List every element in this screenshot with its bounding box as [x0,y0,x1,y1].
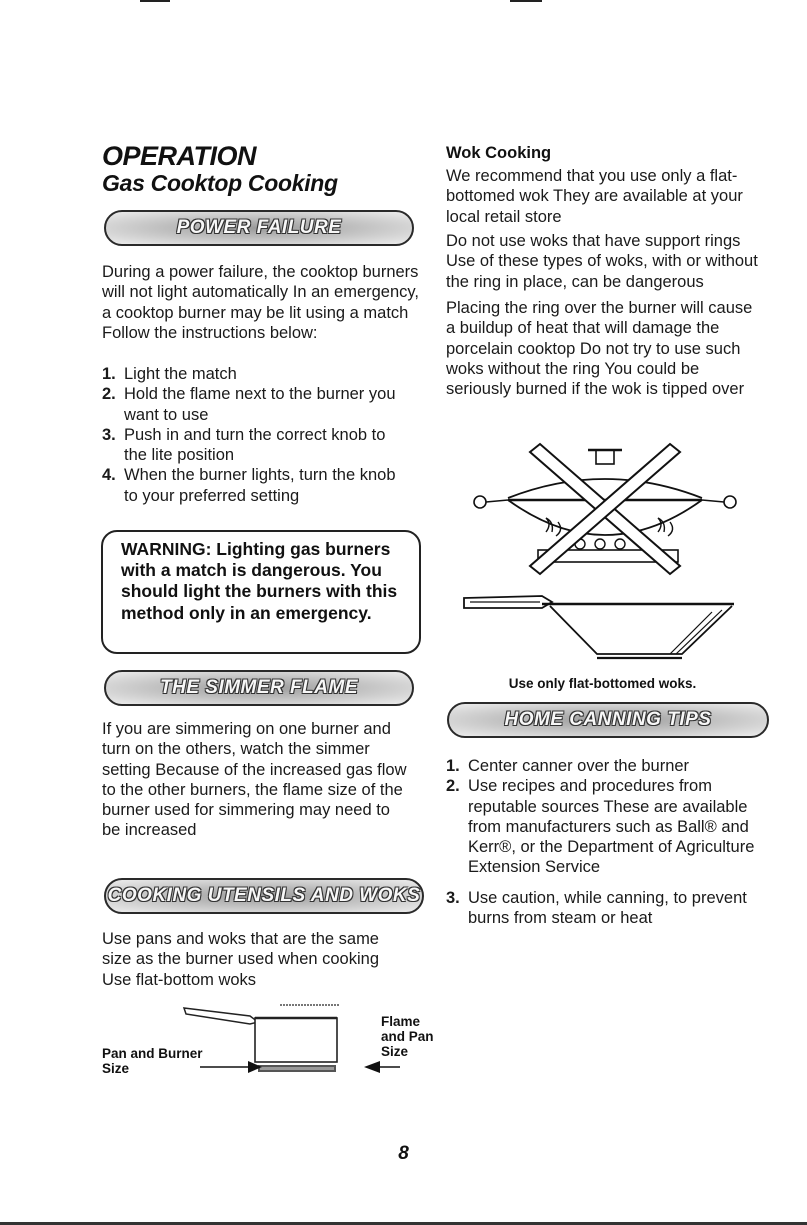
power-failure-banner [104,210,414,246]
canning-step [446,776,766,877]
power-failure-step [102,465,412,506]
page-title: OPERATION [102,141,257,171]
step-text: Use caution, while canning, to prevent burns from steam or heat [468,888,747,928]
canning-step [446,756,766,776]
page-number: 8 [398,1143,409,1164]
step-number: 4. [102,466,116,485]
wok-paragraph-1: We recommend that you use only a flat-bottomed wok They are available at your local retail store [446,167,743,226]
power-failure-step [102,425,412,466]
step-text: Push in and turn the correct knob to the lite position [124,425,386,465]
pan-burner-size-label: Pan and Burner Size [102,1046,203,1076]
wok-caption: Use only flat-bottomed woks. [508,676,697,691]
wok-with-ring-crossed-illustration [468,440,743,580]
step-number: 3. [102,425,116,444]
warning-box: WARNING: Lighting gas burners with a match is dangerous. You should light the burners with this method only in an emergency. [101,530,421,654]
canning-step [446,888,766,929]
simmer-flame-banner [104,670,414,706]
cooking-utensils-banner [104,878,424,914]
cooking-utensils-banner-label: COOKING UTENSILS AND WOKS [107,885,421,906]
step-text: Use recipes and procedures from reputable sources These are available from manufacturers such as Ball® and Kerr®, or the Department of Agriculture Extension Service [468,777,755,877]
step-text: Hold the flame next to the burner you want to use [124,385,396,424]
scan-mark-right [510,0,542,2]
step-text: Center canner over the burner [468,757,690,775]
simmer-flame-text: If you are simmering on one burner and turn on the others, watch the simmer setting Because of the increased gas flow to the other burners, the flame size of the burner used for simmering may need to be increased [102,720,407,840]
scan-mark-left [140,0,170,2]
home-canning-steps [446,756,766,928]
step-number: 3. [446,888,460,907]
flat-bottom-wok-illustration [462,588,742,666]
step-number: 2. [102,385,116,404]
home-canning-banner [447,702,769,738]
power-failure-step [102,364,412,384]
wok-cooking-title: Wok Cooking [446,144,552,162]
flame-pan-size-label: Flame and Pan Size [381,1014,434,1059]
step-number: 1. [446,757,460,775]
home-canning-banner-label: HOME CANNING TIPS [504,709,712,730]
power-failure-banner-label: POWER FAILURE [176,217,342,238]
step-text: Light the match [124,365,237,383]
power-failure-step [102,384,412,425]
wok-paragraph-2: Do not use woks that have support rings Use of these types of woks, with or without the ring in place, can be dangerous [446,232,758,291]
page-subtitle: Gas Cooktop Cooking [102,170,338,196]
simmer-flame-banner-label: THE SIMMER FLAME [160,677,358,698]
cooking-utensils-text: Use pans and woks that are the same size as the burner used when cooking Use flat-bottom woks [102,930,380,989]
step-number: 1. [102,365,116,383]
power-failure-intro: During a power failure, the cooktop burners will not light automatically In an emergency, a cooktop burner may be lit using a match Follow the instructions below: [102,263,420,342]
wok-paragraph-3: Placing the ring over the burner will cause a buildup of heat that will damage the porcelain cooktop Do not try to use such woks without the ring You could be seriously burned if the wok is tipped over [446,299,753,399]
step-text: When the burner lights, turn the knob to your preferred setting [124,466,396,505]
power-failure-steps [102,364,412,506]
size-arrows [200,1055,400,1079]
step-number: 2. [446,777,460,796]
